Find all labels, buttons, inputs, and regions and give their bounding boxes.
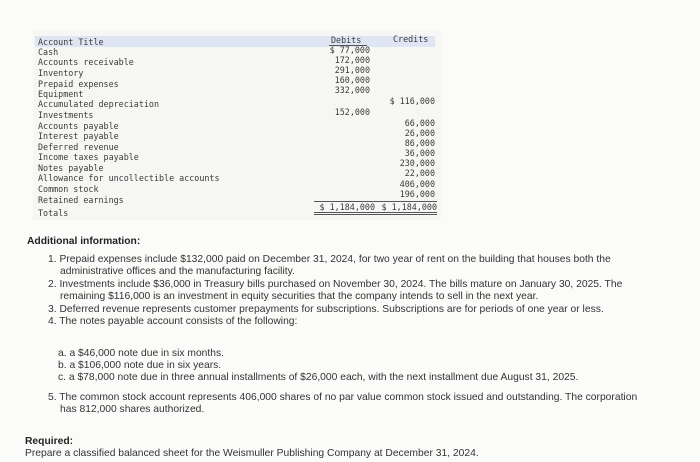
- row-title-deferred-revenue: Deferred revenue: [38, 142, 119, 152]
- row-debit-accounts-receivable: 172,000: [334, 55, 370, 65]
- note-a: a. a $46,000 note due in six months.: [58, 348, 225, 359]
- row-title-accumulated-depreciation: Accumulated depreciation: [38, 99, 160, 109]
- row-title-prepaid-expenses: Prepaid expenses: [38, 79, 119, 89]
- item-5-line-1: 5. The common stock account represents 406,000 shares of no par value common stock issued and outstanding. The corporation: [48, 392, 638, 403]
- additional-info-heading: Additional information:: [27, 236, 141, 247]
- debits-header: Debits: [331, 35, 362, 45]
- row-debit-prepaid-expenses: 160,000: [334, 75, 370, 85]
- row-title-allowance-uncollectible: Allowance for uncollectible accounts: [38, 173, 220, 183]
- row-title-equipment: Equipment: [38, 89, 84, 99]
- item-5-line-2: has 812,000 shares authorized.: [60, 404, 205, 415]
- item-1-line-1: 1. Prepaid expenses include $132,000 paid on December 31, 2024, for two year of rent on the building that houses both the: [48, 254, 611, 265]
- row-title-inventory: Inventory: [38, 68, 84, 78]
- row-title-investments: Investments: [38, 110, 94, 120]
- totals-debit: $ 1,184,000: [314, 201, 375, 215]
- row-credit-retained-earnings: 196,000: [399, 189, 435, 199]
- trial-balance-table: [33, 30, 441, 220]
- row-credit-accumulated-depreciation: $ 116,000: [389, 96, 435, 106]
- note-c: c. a $78,000 note due in three annual installments of $26,000 each, with the next installment due August 31, 2025.: [58, 372, 579, 383]
- row-debit-cash: $ 77,000: [329, 45, 370, 55]
- row-title-notes-payable: Notes payable: [38, 163, 104, 173]
- row-credit-interest-payable: 26,000: [404, 128, 435, 138]
- row-credit-income-taxes-payable: 36,000: [404, 148, 435, 158]
- row-credit-notes-payable: 230,000: [399, 158, 435, 168]
- required-heading: Required:: [25, 436, 74, 447]
- row-title-retained-earnings: Retained earnings: [38, 195, 124, 205]
- totals-title: Totals: [38, 208, 69, 218]
- row-credit-accounts-payable: 66,000: [404, 118, 435, 128]
- row-debit-investments: 152,000: [334, 107, 370, 117]
- item-2-line-2: remaining $116,000 is an investment in equity securities that the company intends to sell in the next year.: [60, 291, 539, 302]
- row-title-income-taxes-payable: Income taxes payable: [38, 152, 139, 162]
- row-title-accounts-payable: Accounts payable: [38, 121, 119, 131]
- credits-header: Credits: [393, 34, 429, 44]
- row-debit-equipment: 332,000: [334, 85, 370, 95]
- row-credit-allowance-uncollectible: 22,000: [404, 168, 435, 178]
- row-credit-deferred-revenue: 86,000: [404, 138, 435, 148]
- item-2-line-1: 2. Investments include $36,000 in Treasury bills purchased on November 30, 2024. The bills mature on January 30, 2025. The: [48, 279, 623, 290]
- item-3: 3. Deferred revenue represents customer prepayments for subscriptions. Subscriptions are for periods of one year or less.: [48, 304, 604, 315]
- item-1-line-2: administrative offices and the manufacturing facility.: [60, 266, 295, 277]
- row-debit-inventory: 291,000: [334, 65, 370, 75]
- totals-credit: $ 1,184,000: [375, 201, 437, 215]
- row-credit-common-stock: 406,000: [399, 179, 435, 189]
- note-b: b. a $106,000 note due in six years.: [58, 360, 222, 371]
- row-title-common-stock: Common stock: [38, 184, 99, 194]
- row-title-cash: Cash: [38, 47, 59, 57]
- row-title-accounts-receivable: Accounts receivable: [38, 57, 134, 67]
- item-4: 4. The notes payable account consists of the following:: [48, 316, 298, 327]
- required-text: Prepare a classified balanced sheet for the Weismuller Publishing Company at December 31, 2024.: [25, 448, 479, 459]
- account-title-header: Account Title: [38, 37, 104, 47]
- row-title-interest-payable: Interest payable: [38, 131, 119, 141]
